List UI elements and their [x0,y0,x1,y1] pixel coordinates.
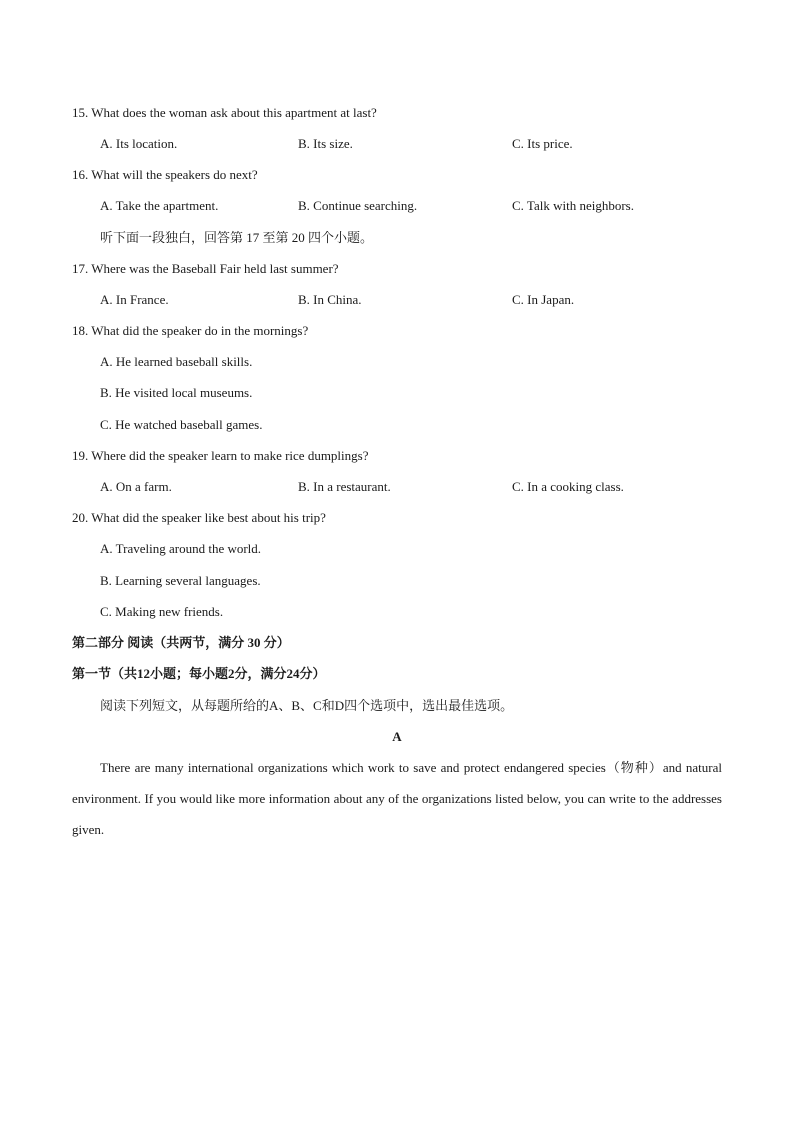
option-b: B. Its size. [298,136,353,151]
option-a: A. In France. [100,292,169,307]
question-stem: 20. What did the speaker like best about his trip? [72,510,326,525]
option-b: B. Continue searching. [298,198,418,213]
option-c: C. Its price. [512,136,573,151]
question-stem: 19. Where did the speaker learn to make rice dumplings? [72,448,369,463]
option-a: A. He learned baseball skills. [100,354,253,369]
option-c: C. He watched baseball games. [100,417,263,432]
option-a: A. Take the apartment. [100,198,219,213]
option-a: A. Its location. [100,136,178,151]
question-stem: 17. Where was the Baseball Fair held last summer? [72,261,339,276]
question-stem: 15. What does the woman ask about this apartment at last? [72,105,377,120]
option-c: C. In Japan. [512,292,575,307]
section-one-heading: 第一节（共12小题；每小题2分，满分24分） [72,666,326,681]
option-b: B. Learning several languages. [100,573,261,588]
passage-paragraph [72,752,722,845]
part-two-heading: 第二部分 阅读（共两节，满分 30 分） [72,635,290,650]
option-c: C. In a cooking class. [512,479,624,494]
question-stem: 16. What will the speakers do next? [72,167,258,182]
reading-instruction: 阅读下列短文，从每题所给的A、B、C和D四个选项中，选出最佳选项。 [100,698,514,713]
passage-text: There are many international organizations which work to save and protect endangered species（物种）and natural environment. If you would like more information about any of the organizations listed below, you can write to the addresses given. [72,760,722,837]
option-c: C. Talk with neighbors. [512,198,634,213]
question-stem: 18. What did the speaker do in the mornings? [72,323,309,338]
option-c: C. Making new friends. [100,604,224,619]
option-b: B. In China. [298,292,362,307]
option-a: A. On a farm. [100,479,172,494]
option-b: B. In a restaurant. [298,479,391,494]
option-a: A. Traveling around the world. [100,541,262,556]
monologue-instruction: 听下面一段独白，回答第 17 至第 20 四个小题。 [100,230,374,245]
passage-label: A [392,729,402,744]
option-b: B. He visited local museums. [100,385,253,400]
